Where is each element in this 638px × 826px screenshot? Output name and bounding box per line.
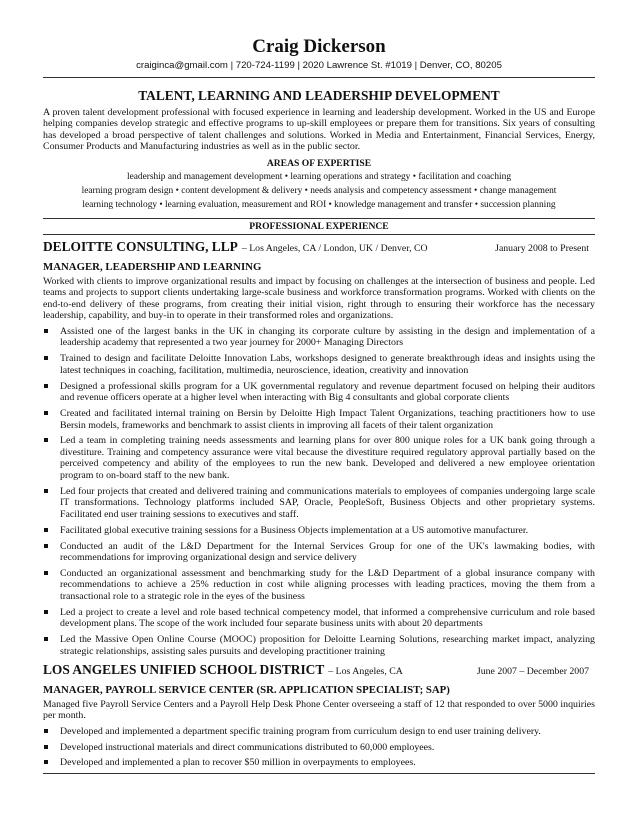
candidate-name: Craig Dickerson (252, 36, 386, 57)
headline: TALENT, LEARNING AND LEADERSHIP DEVELOPMENT (138, 88, 500, 103)
expertise-line: learning technology • learning evaluation, measurement and ROI • knowledge management and transfer • succession planning (82, 200, 556, 211)
professional-experience-heading: PROFESSIONAL EXPERIENCE (43, 218, 595, 235)
achievement-item: Created and facilitated internal training on Bersin by Deloitte High Impact Talent Organizations, teaching practitioners how to use Bersin models, frameworks and benchmark to assist clients in improving all facets of their talent organization (43, 408, 595, 431)
achievement-item: Assisted one of the largest banks in the UK in changing its corporate culture by assisting in the design and implementation of a leadership academy that represented a two year journey for 2000+ Managing Directors (43, 326, 595, 349)
employer-location: – Los Angeles, CA (328, 665, 403, 677)
achievement-item: Facilitated global executive training sessions for a Business Objects implementation at a US automotive manufacturer. (43, 525, 595, 537)
employer-header (43, 239, 595, 257)
achievement-item: Led four projects that created and delivered training and communications materials to employees of companies undergoing large scale IT transformations. Technology platforms included SAP, Oracle, PeopleSoft, Business Objects and other proprietary systems. Facilitated end user training sessions to executives and staff. (43, 486, 595, 521)
expertise-line: leadership and management development • learning operations and strategy • facilitation and coaching (126, 171, 512, 182)
header-rule (43, 77, 595, 78)
achievement-item: Conducted an audit of the L&D Department for the Internal Services Group for one of the UK's lawmaking bodies, with recommendations for improving organizational design and service delivery (43, 541, 595, 564)
footer-rule (43, 773, 595, 774)
job-title: MANAGER, PAYROLL SERVICE CENTER (SR. APPLICATION SPECIALIST; SAP) (43, 683, 450, 696)
summary-paragraph: A proven talent development professional with focused experience in learning and leadership development. Worked in the US and Europe helping companies develop strategic and effective programs to up-skill employees or prepare them for transitions. Six years of consulting has developed a broad perspective of talent challenges and solutions. Worked in Media and Entertainment, Financial Services, Energy, Consumer Products and Manufacturing industries as well as in the public sector. (43, 107, 595, 153)
resume-page (43, 36, 595, 774)
achievement-item: Designed a professional skills program for a UK governmental regulatory and revenue department focused on helping their auditors and revenue officers operate at a higher level when interacting with Big 4 consultants and global corporate clients (43, 381, 595, 404)
employer-location: – Los Angeles, CA / London, UK / Denver, CO (241, 242, 428, 254)
employer-header (43, 662, 595, 680)
achievement-item: Developed and implemented a plan to recover $50 million in overpayments to employees. (43, 757, 595, 769)
expertise-line: learning program design • content development & delivery • needs analysis and competency assessment • change management (81, 186, 557, 197)
achievement-list (43, 726, 595, 769)
contact-line: craiginca@gmail.com | 720-724-1199 | 2020 Lawrence St. #1019 | Denver, CO, 80205 (136, 60, 502, 71)
job-description: Managed five Payroll Service Centers and a Payroll Help Desk Phone Center overseeing a staff of 12 that responded to over 5000 inquiries per month. (43, 698, 595, 722)
employment-dates: June 2007 – December 2007 (476, 665, 589, 677)
achievement-item: Developed instructional materials and direct communications distributed to 60,000 employees. (43, 742, 595, 754)
employer-name: DELOITTE CONSULTING, LLP (43, 238, 238, 254)
job-title: MANAGER, LEADERSHIP AND LEARNING (43, 260, 262, 273)
achievement-item: Led a project to create a level and role based technical competency model, that informed a comprehensive curriculum and role based development plans. The scope of the work included four separate business units with about 20 departments (43, 607, 595, 630)
achievement-item: Trained to design and facilitate Deloitte Innovation Labs, workshops designed to generate breakthrough ideas and insights using the latest techniques in coaching, facilitation, multimedia, neuroscience, ideation, creativity and innovation (43, 353, 595, 376)
achievement-item: Led a team in completing training needs assessments and learning plans for over 800 unique roles for a UK bank going through a divestiture. Training and competency assurance were vital because the divestiture required regulatory approval partially based on the perceived competency and ability of the employees to run the new bank. Developed and delivered a new employee orientation program to on-board staff to the new bank. (43, 435, 595, 481)
achievement-item: Led the Massive Open Online Course (MOOC) proposition for Deloitte Learning Solutions, researching market impact, analyzing strategic relationships, assisting sales pursuits and developing practitioner training (43, 634, 595, 657)
employer-name: LOS ANGELES UNIFIED SCHOOL DISTRICT (43, 661, 325, 677)
job-description: Worked with clients to improve organizational results and impact by focusing on challenges at the intersection of business and people. Led teams and projects to support clients undertaking large-scale business and workforce transformation programs. Worked with clients on the end-to-end delivery of these programs, from creating their initial vision, right through to ensuring their workforce has the necessary leadership, capability, and buy-in to operate in their transformed roles and organizations. (43, 275, 595, 322)
achievement-item: Developed and implemented a department specific training program from curriculum design to end user training delivery. (43, 726, 595, 738)
areas-of-expertise-title: AREAS OF EXPERTISE (266, 157, 372, 169)
achievement-item: Conducted an organizational assessment and benchmarking study for the L&D Department of a global insurance company with recommendations to achieve a 25% reduction in cost while aligning processes with leading practices, moving the them from a transactional role to a strategic role in the eyes of the business (43, 568, 595, 603)
achievement-list (43, 326, 595, 657)
employment-dates: January 2008 to Present (495, 242, 589, 254)
